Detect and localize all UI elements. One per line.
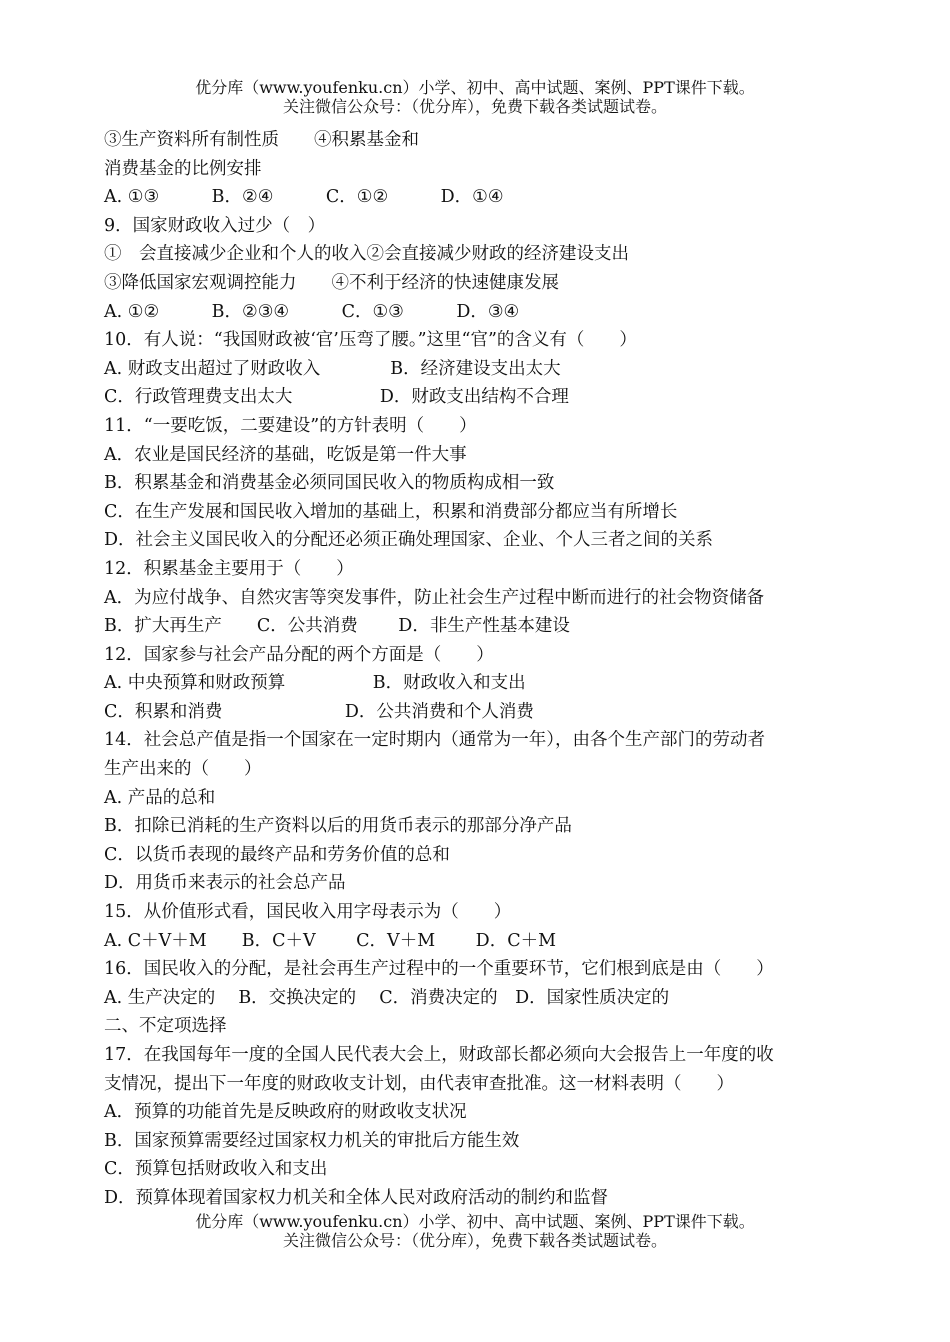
page-footer	[0, 1212, 950, 1250]
text-line: A．预算的功能首先是反映政府的财政收支状况	[104, 1102, 467, 1123]
text-line: A. ①② B．②③④ C．①③ D．③④	[104, 301, 520, 322]
text-line: A. 财政支出超过了财政收入 B．经济建设支出太大	[104, 358, 561, 379]
text-line: 支情况，提出下一年度的财政收支计划，由代表审查批准。这一材料表明（ ）	[104, 1073, 734, 1094]
text-line: B．扩大再生产 C．公共消费 D．非生产性基本建设	[104, 616, 570, 637]
text-line: C．行政管理费支出太大 D．财政支出结构不合理	[104, 387, 569, 408]
text-line: C．以货币表现的最终产品和劳务价值的总和	[104, 844, 450, 865]
text-line: C．预算包括财政收入和支出	[104, 1159, 328, 1180]
text-line: ③生产资料所有制性质 ④积累基金和	[104, 130, 419, 150]
footer-line-2: 关注微信公众号：（优分库），免费下载各类试题试卷。	[282, 1231, 667, 1250]
text-line: 消费基金的比例安排	[104, 158, 262, 179]
text-line: A. 中央预算和财政预算 B．财政收入和支出	[104, 673, 526, 694]
text-line: A. ①③ B．②④ C．①② D．①④	[104, 187, 504, 208]
document-body	[104, 126, 864, 1213]
text-line: A．农业是国民经济的基础，吃饭是第一件大事	[104, 444, 467, 465]
text-line: 10．有人说：“我国财政被‘官’压弯了腰。”这里“官”的含义有（ ）	[104, 330, 637, 351]
text-line: 15．从价值形式看，国民收入用字母表示为（ ）	[104, 902, 512, 923]
text-line: A．为应付战争、自然灾害等突发事件，防止社会生产过程中断而进行的社会物资储备	[104, 587, 765, 608]
text-line: B．扣除已消耗的生产资料以后的用货币表示的那部分净产品	[104, 816, 572, 837]
text-line: D．社会主义国民收入的分配还必须正确处理国家、企业、个人三者之间的关系	[104, 530, 714, 551]
text-line: C．在生产发展和国民收入增加的基础上，积累和消费部分都应当有所增长	[104, 501, 678, 522]
text-line: A. 生产决定的 B．交换决定的 C．消费决定的 D．国家性质决定的	[104, 987, 670, 1008]
text-line: ③降低国家宏观调控能力 ④不利于经济的快速健康发展	[104, 272, 559, 293]
text-line: ① 会直接减少企业和个人的收入②会直接减少财政的经济建设支出	[104, 244, 629, 265]
text-line: D．预算体现着国家权力机关和全体人民对政府活动的制约和监督	[104, 1187, 609, 1208]
text-line: 12．积累基金主要用于（ ）	[104, 558, 354, 579]
text-line: D．用货币来表示的社会总产品	[104, 873, 346, 894]
text-line: 二、不定项选择	[104, 1016, 227, 1037]
text-line: 生产出来的（ ）	[104, 759, 262, 780]
text-line: A. C＋V＋M B．C＋V C．V＋M D．C＋M	[104, 930, 557, 951]
footer-line-1: 优分库（www.youfenku.cn）小学、初中、高中试题、案例、PPT课件下载。	[195, 1212, 755, 1231]
text-line: B．国家预算需要经过国家权力机关的审批后方能生效	[104, 1130, 520, 1151]
text-line: 17．在我国每年一度的全国人民代表大会上，财政部长都必须向大会报告上一年度的收	[104, 1045, 774, 1065]
text-line: 11．“一要吃饭，二要建设”的方针表明（ ）	[104, 415, 477, 436]
page-header	[0, 78, 950, 116]
text-line: A. 产品的总和	[104, 787, 216, 808]
text-line: 12．国家参与社会产品分配的两个方面是（ ）	[104, 644, 494, 665]
text-line: 16．国民收入的分配，是社会再生产过程中的一个重要环节，它们根到底是由（ ）	[104, 959, 774, 980]
text-line: 14．社会总产值是指一个国家在一定时期内（通常为一年），由各个生产部门的劳动者	[104, 730, 766, 751]
text-line: B．积累基金和消费基金必须同国民收入的物质构成相一致	[104, 473, 555, 494]
text-line: 9．国家财政收入过少（ ）	[104, 215, 326, 236]
text-line: C．积累和消费 D．公共消费和个人消费	[104, 701, 534, 722]
header-line-1: 优分库（www.youfenku.cn）小学、初中、高中试题、案例、PPT课件下载。	[195, 78, 755, 97]
header-line-2: 关注微信公众号：（优分库），免费下载各类试题试卷。	[282, 97, 667, 116]
